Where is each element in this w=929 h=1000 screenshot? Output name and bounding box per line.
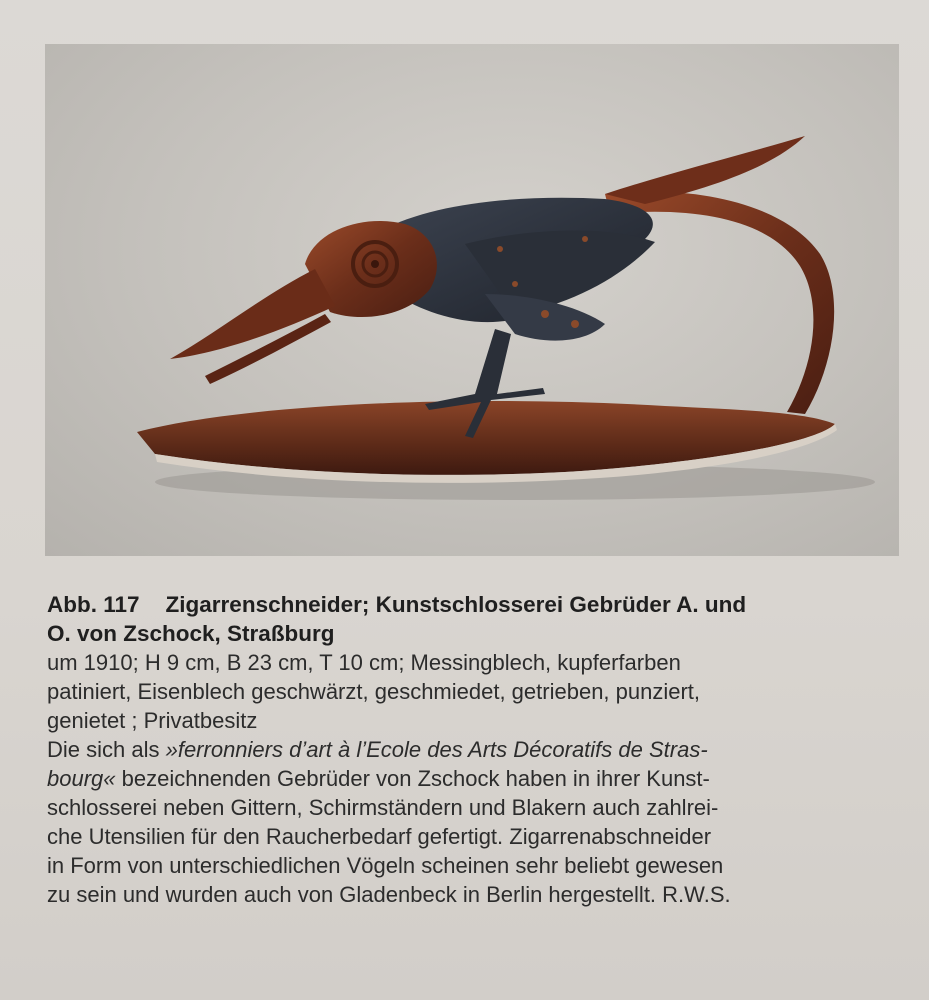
- body-line3: schlosserei neben Gittern, Schirmständern und Blakern auch zahlrei-: [47, 795, 719, 820]
- details-line2: patiniert, Eisenblech geschwärzt, geschmiedet, getrieben, punziert,: [47, 679, 701, 704]
- details-line3: genietet ; Privatbesitz: [47, 708, 258, 733]
- caption-heading: [47, 590, 897, 648]
- body-line5: in Form von unterschiedlichen Vögeln scheinen sehr beliebt gewesen: [47, 853, 724, 878]
- body-line1-a: Die sich als: [47, 737, 166, 762]
- body-line2-italic: bourg«: [47, 766, 116, 791]
- object-photograph: [45, 44, 899, 556]
- figure-caption: [47, 590, 897, 909]
- details-line1: um 1910; H 9 cm, B 23 cm, T 10 cm; Messingblech, kupferfarben: [47, 650, 681, 675]
- description-text: [47, 735, 897, 909]
- figure-number: Abb. 117: [47, 592, 140, 617]
- body-line6: zu sein und wurden auch von Gladenbeck in Berlin hergestellt. R.W.S.: [47, 882, 731, 907]
- caption-title-line2: O. von Zschock, Straßburg: [47, 621, 335, 646]
- body-line4: che Utensilien für den Raucherbedarf gefertigt. Zigarrenabschneider: [47, 824, 712, 849]
- caption-title-line1: Zigarrenschneider; Kunstschlosserei Gebrüder A. und: [165, 592, 747, 617]
- body-line1-italic: »ferronniers d’art à l’Ecole des Arts Décoratifs de Stras-: [165, 737, 708, 762]
- body-line2-b: bezeichnenden Gebrüder von Zschock haben in ihrer Kunst-: [115, 766, 710, 791]
- bird-cigar-cutter-image: [45, 44, 899, 556]
- object-details: [47, 648, 897, 735]
